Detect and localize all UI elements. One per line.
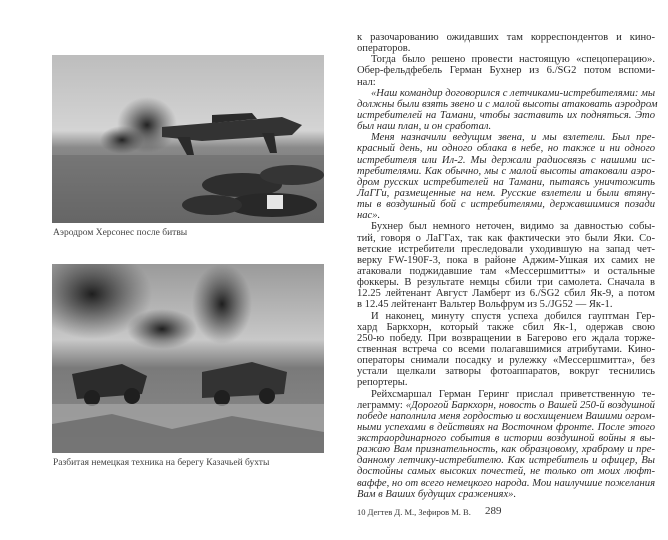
text-line <box>357 444 655 455</box>
text-line <box>357 121 655 132</box>
text-line <box>357 344 655 355</box>
text-line <box>357 377 655 388</box>
quote-text: данному летчику-истребителю. Как истребитель и офицер, Вы <box>357 455 655 467</box>
photo-caption: Разбитая немецкая техника на берегу Казачьей бухты <box>53 458 270 468</box>
text-line <box>357 333 655 344</box>
photo-caption: Аэродром Херсонес после битвы <box>53 228 188 238</box>
body-text: репортеры. <box>357 377 408 389</box>
quote-text: победе наполнила меня гордостью и восхищением Вашими огром- <box>357 410 655 422</box>
quote-text: «Наш командир договорился с летчиками-истребителями: мы <box>371 87 656 99</box>
body-text: верку FW-190F-3, пока в районе Аджим-Ушкая их самих не <box>357 254 655 266</box>
text-line <box>357 355 655 366</box>
text-line <box>357 255 655 266</box>
body-text: Тогда было решено провести настоящую «спецоперацию». <box>371 54 655 66</box>
text-line <box>357 299 655 310</box>
quote-text: Вам в Ваших будущих сражениях». <box>357 488 517 500</box>
text-line <box>357 433 655 444</box>
text-line <box>357 233 655 244</box>
page-number: 289 <box>485 505 502 517</box>
text-line <box>357 32 655 43</box>
text-line <box>357 199 655 210</box>
text-line <box>357 110 655 121</box>
body-text: ветские истребители преследовали уходившую на запад чет- <box>357 243 655 255</box>
body-text: И наконец, минуту спустя успеха добился гауптман Гер- <box>371 310 655 322</box>
text-line <box>357 400 655 411</box>
quote-text: экстраординарного события в истории воздушной войны я вы- <box>357 433 655 445</box>
body-text: к разочарованию ожидавших там корреспондентов и кино- <box>357 32 655 43</box>
quote-text: ражаю Вам признательность, как образцовому, храброму и пре- <box>357 444 655 456</box>
quote-text: ты в воздушный бой с истребителями, державшимися позади <box>357 199 655 211</box>
photo-wrecked-vehicles <box>52 264 324 453</box>
quote-text: истребителей на Тамани, чтобы заставить их подняться. Это <box>357 109 655 121</box>
quote-text: нас». <box>357 210 381 222</box>
body-text-column <box>357 32 658 500</box>
body-text: 250-ю победу. При возвращении в Багерово его ждала торже- <box>357 332 655 344</box>
body-text: хард Баркхорн, который также сбил Як-1, одержав свою <box>357 321 655 333</box>
text-line <box>357 322 655 333</box>
quote-text: ными успехами в действиях на Восточном фронте. После этого <box>357 421 655 433</box>
quote-text: требителями. Как обычно, мы с малой высоты атаковали аэро- <box>357 165 655 177</box>
text-line <box>357 366 655 377</box>
text-line <box>357 77 655 88</box>
text-line <box>357 177 655 188</box>
body-text: фоккеры. В результате немцы сбили три самолета. Сначала в <box>357 277 655 289</box>
text-line <box>357 455 655 466</box>
quote-text: красный день, ни одного облака в небе, но также и ни одного <box>357 143 655 155</box>
body-text: 12.25 лейтенант Август Ламберт из 6./SG2 сбил Як-9, а потом <box>357 288 655 300</box>
quote-text: «Дорогой Баркхорн, новость о Вашей 250-й воздушной <box>405 399 655 411</box>
text-line <box>357 244 655 255</box>
text-line <box>357 43 655 54</box>
body-text: леграмму: <box>357 399 406 411</box>
body-text: в 12.45 лейтенант Вальтер Вольфрум из 5./JG52 — Як-1. <box>357 299 613 311</box>
quote-text: должны были взять звено и с малой высоты атаковать аэродром <box>357 98 658 110</box>
text-line <box>357 411 655 422</box>
text-line <box>357 466 655 477</box>
text-line <box>357 54 655 65</box>
text-line <box>357 143 655 154</box>
text-line <box>357 478 655 489</box>
text-line <box>357 221 655 232</box>
text-line <box>357 422 655 433</box>
quote-text: достойны самых высоких почестей, не только от моих люфт- <box>357 466 655 478</box>
quote-text: дром русских истребителей на Тамани, пытаясь уничтожить <box>357 176 655 188</box>
text-line <box>357 210 655 221</box>
text-line <box>357 389 655 400</box>
text-line <box>357 98 658 110</box>
body-text: тий, говоря о ЛаГГах, так как фактически это были Яки. Со- <box>357 232 655 244</box>
text-line <box>357 266 655 277</box>
body-text: Рейхсмаршал Герман Геринг прислал приветственную те- <box>371 388 655 400</box>
quote-text: ваффе, но от всего немецкого народа. Мои наилучшие пожелания <box>357 477 655 489</box>
body-text: ственная встреча со всеми полагавшимися атрибутами. Кино- <box>357 343 655 355</box>
text-line <box>357 188 655 199</box>
quote-text: истребителя или Ил-2. Мы держали радиосвязь с нашими ис- <box>357 154 655 166</box>
body-text: Бухнер был немного неточен, видимо за давностью собы- <box>371 221 655 233</box>
text-line <box>357 166 655 177</box>
text-line <box>357 277 655 288</box>
text-line <box>357 88 655 99</box>
photo-airfield-after-battle <box>52 55 324 223</box>
quote-text: Меня назначили ведущим звена, и мы взлетели. Был пре- <box>371 132 655 144</box>
quote-text: ЛаГГи, размещенные на нем. Русские взлетели и были втяну- <box>357 187 655 199</box>
text-line <box>357 311 655 322</box>
body-text: устали щелкали затворы фотоаппаратов, вокруг теснились <box>357 366 655 378</box>
body-text: операторы снимали посадку и рулежку «Мессершмитта», без <box>357 355 655 367</box>
text-line <box>357 155 655 166</box>
text-line <box>357 132 655 143</box>
body-text: нал: <box>357 76 376 88</box>
body-text: Обер-фельдфебель Герман Бухнер из 6./SG2 потом вспоми- <box>357 65 655 77</box>
footer-signature: 10 Дегтев Д. М., Зефиров М. В. <box>357 507 471 517</box>
text-line <box>357 65 655 76</box>
body-text: операторов. <box>357 43 411 55</box>
quote-text: был наш план, и он сработал. <box>357 121 492 133</box>
text-line <box>357 288 655 299</box>
body-text: атаковали поджидавшие там «Мессершмитты» и остальные <box>357 265 655 277</box>
text-line <box>357 489 655 500</box>
